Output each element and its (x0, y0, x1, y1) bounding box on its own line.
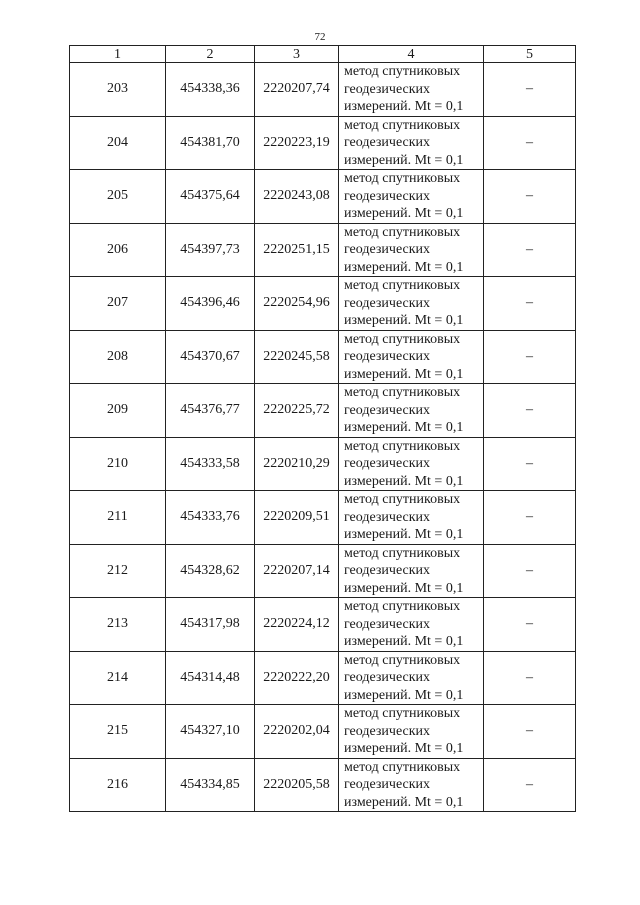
method-cell (339, 223, 484, 277)
column-header-3: 3 (255, 46, 339, 63)
table-row (70, 223, 576, 277)
method-line: геодезических (344, 188, 431, 204)
method-cell (339, 598, 484, 652)
method-cell (339, 277, 484, 331)
method-line: геодезических (344, 295, 431, 311)
method-line: геодезических (344, 81, 431, 97)
method-line: метод спутниковых (344, 278, 461, 293)
method-line: измерений. Mt = 0,1 (344, 366, 464, 382)
point-number-cell: 207 (70, 277, 166, 331)
col5-cell: – (484, 491, 576, 545)
column-header-2: 2 (166, 46, 255, 63)
column-header-5: 5 (484, 46, 576, 63)
x-coordinate-cell: 454397,73 (166, 223, 255, 277)
page-number: 72 (314, 31, 326, 43)
y-coordinate-cell: 2220223,19 (255, 116, 339, 170)
method-cell (339, 170, 484, 224)
method-line: метод спутниковых (344, 652, 461, 668)
x-coordinate-cell: 454333,76 (166, 491, 255, 545)
method-line: измерений. Mt = 0,1 (344, 687, 464, 703)
y-coordinate-cell: 2220224,12 (255, 598, 339, 652)
x-coordinate-cell: 454334,85 (166, 758, 255, 812)
col5-cell: – (484, 330, 576, 384)
point-number-cell: 211 (70, 491, 166, 545)
method-line: геодезических (344, 563, 431, 578)
y-coordinate-cell: 2220245,58 (255, 330, 339, 384)
method-line: измерений. Mt = 0,1 (344, 527, 464, 542)
x-coordinate-cell: 454314,48 (166, 651, 255, 705)
y-coordinate-cell: 2220202,04 (255, 705, 339, 759)
point-number-cell: 204 (70, 116, 166, 170)
table-row (70, 116, 576, 170)
y-coordinate-cell: 2220251,15 (255, 223, 339, 277)
x-coordinate-cell: 454328,62 (166, 544, 255, 598)
method-cell (339, 705, 484, 759)
method-line: метод спутниковых (344, 706, 461, 721)
point-number-cell: 206 (70, 223, 166, 277)
y-coordinate-cell: 2220205,58 (255, 758, 339, 812)
table-row (70, 705, 576, 759)
method-line: метод спутниковых (344, 64, 461, 79)
method-line: измерений. Mt = 0,1 (344, 741, 464, 756)
point-number-cell: 212 (70, 544, 166, 598)
method-line: измерений. Mt = 0,1 (344, 634, 464, 649)
col5-cell: – (484, 651, 576, 705)
point-number-cell: 205 (70, 170, 166, 224)
method-cell (339, 758, 484, 812)
col5-cell: – (484, 598, 576, 652)
method-line: измерений. Mt = 0,1 (344, 313, 464, 328)
table-row (70, 758, 576, 812)
method-line: геодезических (344, 670, 431, 685)
method-line: измерений. Mt = 0,1 (344, 206, 464, 221)
x-coordinate-cell: 454381,70 (166, 116, 255, 170)
method-line: метод спутниковых (344, 545, 461, 561)
column-header-4: 4 (339, 46, 484, 63)
col5-cell: – (484, 223, 576, 277)
method-line: метод спутниковых (344, 224, 461, 240)
table-header-row (70, 46, 576, 63)
method-cell (339, 651, 484, 705)
method-line: геодезических (344, 242, 431, 257)
x-coordinate-cell: 454317,98 (166, 598, 255, 652)
table-row (70, 384, 576, 438)
y-coordinate-cell: 2220254,96 (255, 277, 339, 331)
table-row (70, 330, 576, 384)
method-cell (339, 63, 484, 117)
table-row (70, 598, 576, 652)
column-header-1: 1 (70, 46, 166, 63)
method-line: метод спутниковых (344, 117, 461, 133)
y-coordinate-cell: 2220210,29 (255, 437, 339, 491)
col5-cell: – (484, 384, 576, 438)
point-number-cell: 208 (70, 330, 166, 384)
x-coordinate-cell: 454370,67 (166, 330, 255, 384)
method-line: метод спутниковых (344, 331, 461, 347)
x-coordinate-cell: 454376,77 (166, 384, 255, 438)
method-line: измерений. Mt = 0,1 (344, 420, 464, 435)
method-line: метод спутниковых (344, 171, 461, 186)
point-number-cell: 215 (70, 705, 166, 759)
y-coordinate-cell: 2220243,08 (255, 170, 339, 224)
method-line: геодезических (344, 402, 431, 418)
table-row (70, 544, 576, 598)
method-line: измерений. Mt = 0,1 (344, 473, 464, 489)
col5-cell: – (484, 758, 576, 812)
point-number-cell: 213 (70, 598, 166, 652)
method-cell (339, 384, 484, 438)
x-coordinate-cell: 454396,46 (166, 277, 255, 331)
col5-cell: – (484, 705, 576, 759)
method-line: геодезических (344, 135, 431, 150)
x-coordinate-cell: 454375,64 (166, 170, 255, 224)
x-coordinate-cell: 454327,10 (166, 705, 255, 759)
point-number-cell: 216 (70, 758, 166, 812)
point-number-cell: 210 (70, 437, 166, 491)
method-cell (339, 116, 484, 170)
y-coordinate-cell: 2220222,20 (255, 651, 339, 705)
table-row (70, 651, 576, 705)
col5-cell: – (484, 63, 576, 117)
method-line: геодезических (344, 723, 431, 739)
table-row (70, 437, 576, 491)
col5-cell: – (484, 116, 576, 170)
table-row (70, 63, 576, 117)
point-number-cell: 209 (70, 384, 166, 438)
col5-cell: – (484, 277, 576, 331)
col5-cell: – (484, 170, 576, 224)
method-line: метод спутниковых (344, 492, 461, 507)
y-coordinate-cell: 2220207,14 (255, 544, 339, 598)
y-coordinate-cell: 2220209,51 (255, 491, 339, 545)
method-line: геодезических (344, 616, 431, 632)
method-line: измерений. Mt = 0,1 (344, 152, 464, 168)
col5-cell: – (484, 544, 576, 598)
point-number-cell: 203 (70, 63, 166, 117)
method-line: геодезических (344, 777, 431, 792)
method-cell (339, 544, 484, 598)
method-line: геодезических (344, 509, 431, 525)
method-line: измерений. Mt = 0,1 (344, 99, 464, 114)
method-line: метод спутниковых (344, 385, 461, 400)
method-line: измерений. Mt = 0,1 (344, 259, 464, 275)
table-body (70, 63, 576, 812)
method-line: геодезических (344, 349, 431, 364)
y-coordinate-cell: 2220207,74 (255, 63, 339, 117)
method-cell (339, 437, 484, 491)
x-coordinate-cell: 454333,58 (166, 437, 255, 491)
method-line: метод спутниковых (344, 599, 461, 614)
x-coordinate-cell: 454338,36 (166, 63, 255, 117)
method-line: геодезических (344, 456, 431, 471)
col5-cell: – (484, 437, 576, 491)
method-line: метод спутниковых (344, 759, 461, 775)
table-row (70, 277, 576, 331)
method-line: метод спутниковых (344, 438, 461, 454)
method-cell (339, 491, 484, 545)
point-number-cell: 214 (70, 651, 166, 705)
method-line: измерений. Mt = 0,1 (344, 794, 464, 810)
y-coordinate-cell: 2220225,72 (255, 384, 339, 438)
method-cell (339, 330, 484, 384)
table-row (70, 491, 576, 545)
coordinates-table (69, 45, 576, 812)
table-row (70, 170, 576, 224)
method-line: измерений. Mt = 0,1 (344, 580, 464, 596)
